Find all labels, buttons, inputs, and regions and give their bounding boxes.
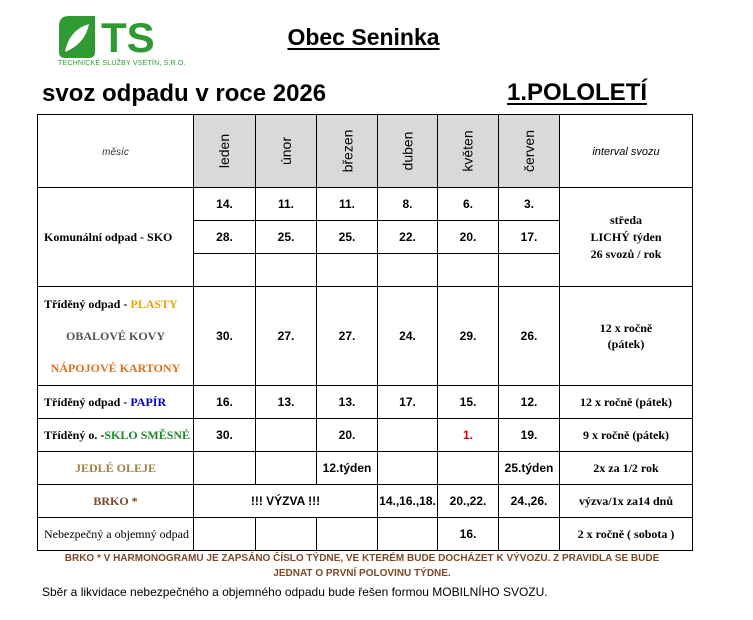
- papir-label: PAPÍR: [130, 394, 167, 409]
- month-march: březen: [317, 115, 378, 188]
- papir-row: [38, 386, 693, 419]
- sko-date: 3.: [499, 188, 560, 221]
- schedule-subtitle: svoz odpadu v roce 2026: [42, 80, 327, 107]
- sko-date: 25.: [256, 221, 317, 254]
- plasty-label: PLASTY: [130, 297, 178, 311]
- kovy-label: OBALOVÉ KOVY: [65, 329, 165, 343]
- plasty-label-cell: Tříděný odpad - PLASTY OBALOVÉ KOVY NÁPOJOVÉ KARTONY: [38, 287, 194, 386]
- papir-label-cell: Tříděný odpad - PAPÍR: [38, 386, 194, 419]
- brko-april: 14.,16.,18.: [378, 485, 438, 518]
- plasty-date: 29.: [438, 287, 499, 386]
- sklo-date: 20.: [317, 419, 378, 452]
- period-label: 1.POLOLETÍ: [507, 79, 648, 106]
- sko-date: 17.: [499, 221, 560, 254]
- oleje-row: [38, 452, 693, 485]
- sklo-date: 19.: [499, 419, 560, 452]
- papir-date: 13.: [317, 386, 378, 419]
- logo-subtitle: TECHNICKÉ SLUŽBY VSETÍN, S.R.O.: [58, 60, 186, 67]
- plasty-date: 30.: [194, 287, 256, 386]
- papir-date: 17.: [378, 386, 438, 419]
- sko-interval: středa LICHÝ týden 26 svozů / rok: [560, 188, 693, 287]
- sko-date: 8.: [378, 188, 438, 221]
- plasty-date: 26.: [499, 287, 560, 386]
- oleje-cell: [438, 452, 499, 485]
- sko-date: 6.: [438, 188, 499, 221]
- sklo-date: [256, 419, 317, 452]
- month-february: únor: [256, 115, 317, 188]
- sko-label: Komunální odpad - SKO: [38, 188, 194, 287]
- papir-date: 12.: [499, 386, 560, 419]
- sko-date: 11.: [256, 188, 317, 221]
- oleje-label: JEDLÉ OLEJE: [38, 452, 194, 485]
- brko-interval: výzva/1x za14 dnů: [560, 485, 693, 518]
- nebezpecny-cell: [378, 518, 438, 551]
- sko-row-1: [38, 188, 693, 221]
- month-header-row: [38, 115, 693, 188]
- sko-date: 28.: [194, 221, 256, 254]
- nebezpecny-cell: [499, 518, 560, 551]
- brko-label: BRKO *: [38, 485, 194, 518]
- interval-header: interval svozu: [560, 115, 693, 188]
- corner-label: měsíc: [38, 115, 194, 188]
- papir-date: 15.: [438, 386, 499, 419]
- sko-date: 14.: [194, 188, 256, 221]
- oleje-cell: [256, 452, 317, 485]
- sko-date: 22.: [378, 221, 438, 254]
- sklo-interval: 9 x ročně (pátek): [560, 419, 693, 452]
- plasty-date: 27.: [317, 287, 378, 386]
- sklo-date: 30.: [194, 419, 256, 452]
- oleje-cell: 12.týden: [317, 452, 378, 485]
- nebezpecny-cell: [194, 518, 256, 551]
- sko-date: 20.: [438, 221, 499, 254]
- plasty-date: 24.: [378, 287, 438, 386]
- nebezpecny-label: Nebezpečný a objemný odpad: [38, 518, 194, 551]
- month-may: květen: [438, 115, 499, 188]
- waste-schedule-table: [37, 114, 693, 551]
- plasty-date: 27.: [256, 287, 317, 386]
- oleje-cell: [194, 452, 256, 485]
- nebezpecny-interval: 2 x ročně ( sobota ): [560, 518, 693, 551]
- sklo-date: [378, 419, 438, 452]
- brko-vyzva: !!! VÝZVA !!!: [194, 485, 378, 518]
- oleje-cell: 25.týden: [499, 452, 560, 485]
- sklo-date: 1.: [438, 419, 499, 452]
- sko-date: 11.: [317, 188, 378, 221]
- brko-may: 20.,22.: [438, 485, 499, 518]
- papir-date: 16.: [194, 386, 256, 419]
- month-june: červen: [499, 115, 560, 188]
- brko-note: BRKO * V HARMONOGRAMU JE ZAPSÁNO ČÍSLO TÝDNE, VE KTERÉM BUDE DOCHÁZET K VÝVOZU. Z PRAVIDLA SE BUDE JEDNAT O PRVNÍ POLOVINU TÝDNE.: [64, 553, 660, 579]
- page-title: Obec Seninka: [287, 24, 440, 50]
- mobile-collection-note: Sběr a likvidace nebezpečného a objemného odpadu bude řešen formou MOBILNÍHO SVOZU.: [42, 585, 548, 599]
- sko-date: 25.: [317, 221, 378, 254]
- papir-interval: 12 x ročně (pátek): [560, 386, 693, 419]
- plasty-row: [38, 287, 693, 386]
- brko-june: 24.,26.: [499, 485, 560, 518]
- plasty-interval: 12 x ročně (pátek): [560, 287, 693, 386]
- sklo-label-cell: Tříděný o. -SKLO SMĚSNÉ: [38, 419, 194, 452]
- papir-date: 13.: [256, 386, 317, 419]
- oleje-cell: [378, 452, 438, 485]
- oleje-interval: 2x za 1/2 rok: [560, 452, 693, 485]
- sklo-label: SKLO SMĚSNÉ: [104, 427, 191, 442]
- month-january: leden: [194, 115, 256, 188]
- logo-text: TS: [101, 14, 155, 61]
- nebezpecny-cell: 16.: [438, 518, 499, 551]
- nebezpecny-row: [38, 518, 693, 551]
- brko-row: [38, 485, 693, 518]
- nebezpecny-cell: [256, 518, 317, 551]
- sklo-row: [38, 419, 693, 452]
- kartony-label: NÁPOJOVÉ KARTONY: [50, 361, 181, 375]
- month-april: duben: [378, 115, 438, 188]
- nebezpecny-cell: [317, 518, 378, 551]
